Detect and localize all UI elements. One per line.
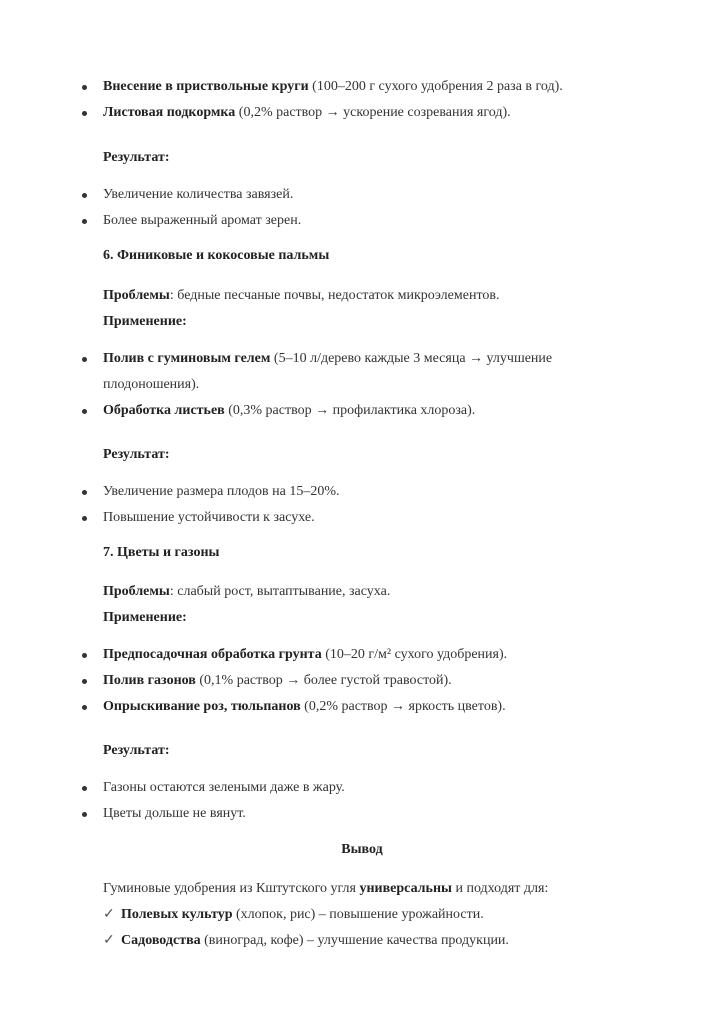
bullet bbox=[82, 705, 87, 710]
bullet bbox=[82, 85, 87, 90]
application-label: Применение: bbox=[103, 610, 187, 625]
list-item: Внесение в приствольные круги (100–200 г сухого удобрения 2 раза в год). bbox=[103, 79, 563, 94]
list-item: Более выраженный аромат зерен. bbox=[103, 213, 302, 228]
list-item: Опрыскивание роз, тюльпанов (0,2% раствор → яркость цветов). bbox=[103, 699, 506, 714]
list-item: Обработка листьев (0,3% раствор → профилактика хлороза). bbox=[103, 403, 476, 418]
bullet bbox=[82, 786, 87, 791]
list-item: Полив газонов (0,1% раствор → более густой травостой). bbox=[103, 673, 452, 688]
problems-line: Проблемы: бедные песчаные почвы, недостаток микроэлементов. bbox=[103, 288, 500, 303]
conclusion-title: Вывод bbox=[341, 842, 383, 857]
bullet bbox=[82, 679, 87, 684]
result-label: Результат: bbox=[103, 447, 170, 462]
list-item-continuation: плодоношения). bbox=[103, 377, 200, 392]
bullet bbox=[82, 219, 87, 224]
problems-line: Проблемы: слабый рост, вытаптывание, засуха. bbox=[103, 584, 391, 599]
list-item: Листовая подкормка (0,2% раствор → ускорение созревания ягод). bbox=[103, 105, 511, 120]
bullet bbox=[82, 409, 87, 414]
section-heading: 6. Финиковые и кокосовые пальмы bbox=[103, 248, 330, 263]
bullet bbox=[82, 357, 87, 362]
list-item: Увеличение количества завязей. bbox=[103, 187, 294, 202]
list-item: Повышение устойчивости к засухе. bbox=[103, 510, 315, 525]
bullet bbox=[82, 193, 87, 198]
bullet bbox=[82, 490, 87, 495]
bullet bbox=[82, 812, 87, 817]
check-icon: ✓ bbox=[103, 907, 115, 922]
result-label: Результат: bbox=[103, 150, 170, 165]
bullet bbox=[82, 516, 87, 521]
bullet bbox=[82, 653, 87, 658]
result-label: Результат: bbox=[103, 743, 170, 758]
list-item: Предпосадочная обработка грунта (10–20 г/м² сухого удобрения). bbox=[103, 647, 508, 662]
check-icon: ✓ bbox=[103, 933, 115, 948]
section-heading: 7. Цветы и газоны bbox=[103, 545, 220, 560]
list-item: Газоны остаются зелеными даже в жару. bbox=[103, 780, 345, 795]
conclusion-intro: Гуминовые удобрения из Кштутского угля универсальны и подходят для: bbox=[103, 881, 549, 896]
bullet bbox=[82, 111, 87, 116]
list-item: Цветы дольше не вянут. bbox=[103, 806, 246, 821]
list-item: Увеличение размера плодов на 15–20%. bbox=[103, 484, 340, 499]
list-item: Полив с гуминовым гелем (5–10 л/дерево каждые 3 месяца → улучшение bbox=[103, 351, 553, 366]
application-label: Применение: bbox=[103, 314, 187, 329]
conclusion-point: ✓ Садоводства (виноград, кофе) – улучшение качества продукции. bbox=[103, 933, 509, 948]
conclusion-point: ✓ Полевых культур (хлопок, рис) – повышение урожайности. bbox=[103, 907, 484, 922]
